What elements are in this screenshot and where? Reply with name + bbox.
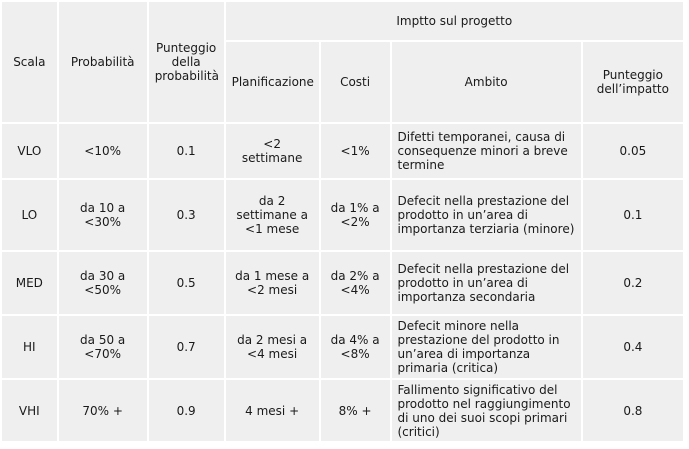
- cell-probability-score: 0.5: [149, 252, 224, 314]
- cell-probability-score: 0.1: [149, 124, 224, 178]
- cell-impact-score: 0.1: [583, 180, 683, 250]
- cell-scope: Defecit nella prestazione del prodotto in un’area di importanza terziaria (minore): [392, 180, 581, 250]
- header-schedule: Planificazione: [226, 42, 319, 122]
- header-scale: Scala: [2, 2, 57, 122]
- cell-scope: Defecit nella prestazione del prodotto in un’area di importanza secondaria: [392, 252, 581, 314]
- cell-scope: Defecit minore nella prestazione del prodotto in un’area di importanza primaria (critica): [392, 316, 581, 378]
- cell-probability: <10%: [59, 124, 147, 178]
- cell-scale: VLO: [2, 124, 57, 178]
- cell-schedule: da 2 mesi a <4 mesi: [226, 316, 319, 378]
- header-probability: Probabilità: [59, 2, 147, 122]
- cell-scope: Difetti temporanei, causa di consequenze minori a breve termine: [392, 124, 581, 178]
- cell-costs: da 4% a <8%: [321, 316, 390, 378]
- cell-probability-score: 0.9: [149, 380, 224, 441]
- cell-probability-score: 0.7: [149, 316, 224, 378]
- header-scope: Ambito: [392, 42, 581, 122]
- cell-scale: MED: [2, 252, 57, 314]
- cell-probability-score: 0.3: [149, 180, 224, 250]
- cell-scope: Fallimento significativo del prodotto nel raggiungimento di uno dei suoi scopi primari (critici): [392, 380, 581, 441]
- cell-probability: da 30 a <50%: [59, 252, 147, 314]
- cell-costs: <1%: [321, 124, 390, 178]
- table-row: [2, 180, 683, 250]
- header-probability-score: Punteggio della probabilità: [149, 2, 224, 122]
- cell-costs: da 1% a <2%: [321, 180, 390, 250]
- table-row: [2, 316, 683, 378]
- table-row: [2, 252, 683, 314]
- cell-scale: VHI: [2, 380, 57, 441]
- cell-scale: HI: [2, 316, 57, 378]
- header-row-top: [2, 2, 683, 40]
- table-row: [2, 380, 683, 441]
- cell-probability: 70% +: [59, 380, 147, 441]
- cell-scale: LO: [2, 180, 57, 250]
- cell-impact-score: 0.4: [583, 316, 683, 378]
- cell-costs: 8% +: [321, 380, 390, 441]
- header-costs: Costi: [321, 42, 390, 122]
- cell-impact-score: 0.05: [583, 124, 683, 178]
- cell-probability: da 50 a <70%: [59, 316, 147, 378]
- cell-impact-score: 0.8: [583, 380, 683, 441]
- header-impact-group: Imptto sul progetto: [226, 2, 683, 40]
- cell-schedule: da 1 mese a <2 mesi: [226, 252, 319, 314]
- cell-schedule: <2 settimane: [226, 124, 319, 178]
- cell-schedule: da 2 settimane a <1 mese: [226, 180, 319, 250]
- header-impact-score: Punteggio dell’impatto: [583, 42, 683, 122]
- table-row: [2, 124, 683, 178]
- cell-costs: da 2% a <4%: [321, 252, 390, 314]
- cell-schedule: 4 mesi +: [226, 380, 319, 441]
- cell-impact-score: 0.2: [583, 252, 683, 314]
- cell-probability: da 10 a <30%: [59, 180, 147, 250]
